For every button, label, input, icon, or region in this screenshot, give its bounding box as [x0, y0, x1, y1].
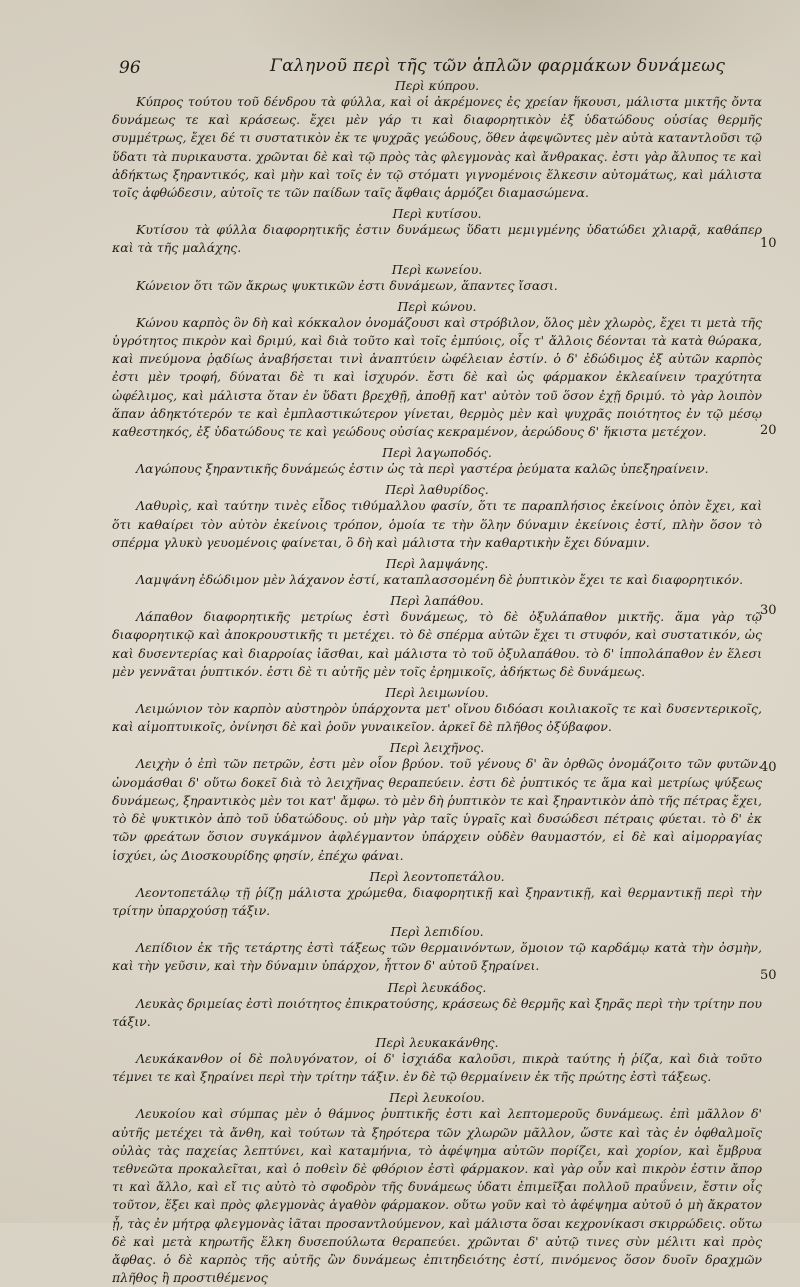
- line-number-50: 50: [760, 968, 777, 983]
- entry-text-lampsane: Λαμψάνη ἐδώδιμον μὲν λάχανον ἐστί, καταπλασσομένη δὲ ῥυπτικὸν ἔχει τε καὶ διαφορητικόν.: [136, 572, 744, 588]
- folio: 96: [119, 58, 141, 78]
- entry-text-leimonion: Λειμώνιον τὸν καρπὸν αὐστηρὸν ὑπάρχοντα μετ' οἴνου διδόασι κοιλιακοῖς τε καὶ δυσεντερικοῖς, καὶ αἱμοπτυικοῖς, ὀνίνησι δὲ καὶ ῥοῦν γυναικεῖον. ἀρκεῖ δὲ πλῆθος ὀξύβαφον.: [112, 701, 762, 735]
- line-number-30: 30: [760, 603, 777, 618]
- entry-heading-lagopous: Περὶ λαγωποδός.: [382, 445, 492, 461]
- line-number-20: 20: [760, 423, 777, 438]
- entry-text-koneion: Κώνειον ὅτι τῶν ἄκρως ψυκτικῶν ἐστι δυνάμεων, ἅπαντες ἴσασι.: [136, 277, 558, 293]
- entry-text-leontopetalon: Λεοντοπετάλῳ τῇ ῥίζῃ μάλιστα χρώμεθα, διαφορητικῇ καὶ ξηραντικῇ, καὶ θερμαντικῇ περὶ τὴν τρίτην ὑπαρχούσῃ τάξιν.: [112, 884, 762, 918]
- entry-heading-leukoion: Περὶ λευκοίου.: [389, 1090, 485, 1106]
- entry-text-kypros: Κύπρος τούτου τοῦ δένδρου τὰ φύλλα, καὶ οἱ ἀκρέμονες ἐς χρείαν ἥκουσι, μάλιστα μικτῆς ὄντα δυνάμεως τε καὶ κράσεως. ἔχει μὲν γάρ τι καὶ διαφορητικὸν ἐξ ὑδατώδους οὐσίας θερμῆς συμμέτρως, ἔχει δέ τι συστατικὸν ἐκ τε ψυχρᾶς γεώδους, ὅθεν ἀφεψῶντες μὲν αὐτὰ καταντλοῦσι τῷ ὕδατι τὰ πυρικαυστα. χρῶνται δὲ καὶ τῷ πρὸς τὰς φλεγμονὰς καὶ ἄνθρακας. ἐστι γὰρ ἄλυπος τε καὶ ἀδήκτως ξηραντικός, καὶ μὴν καὶ τοῖς ἐν τῷ στόματι γιγνομένοις ἕλκεσιν αὐτομάτως, καὶ μάλιστα τοῖς ἀφθώδεσιν, αὐτοῖς τε τῶν παίδων ταῖς ἄφθαις ἁρμόζει διαμασώμενα.: [112, 94, 762, 201]
- entry-text-lapathon: Λάπαθον διαφορητικῆς μετρίως ἐστὶ δυνάμεως, τὸ δὲ ὀξυλάπαθον μικτῆς. ἅμα γὰρ τῷ διαφορητικῷ καὶ ἀποκρουστικῆς τι μετέχει. τὸ δὲ σπέρμα αὐτῶν ἔχει τι στυφόν, καὶ συστατικόν, ὡς καὶ δυσεντερίας καὶ διαρροίας ἰᾶσθαι, καὶ μάλιστα τὸ τοῦ ὀξυλαπάθου. τὸ δ' ἱππολάπαθον ἐν ἕλεσι μὲν γεννᾶται ῥυπτικόν. ἐστι δὲ τι αὐτῆς μὲν τοῖς ἐρημικοῖς, ἀδήκτως δὲ δυνάμεως.: [112, 609, 762, 679]
- entry-heading-koneion: Περὶ κωνείου.: [391, 261, 483, 277]
- entry-text-lathyris: Λαθυρὶς, καὶ ταύτην τινὲς εἶδος τιθύμαλλου φασίν, ὅτι τε παραπλήσιος ἐκείνοις ὁπὸν ἔχει, καὶ ὅτι καθαίρει τὸν αὐτὸν ἐκείνοις τρόπον, ὁμοία τε τὴν ὅλην δύναμιν ἐκείνοις ἐστί, πλὴν ὅσον τὸ σπέρμα γλυκὺ γευομένοις φαίνεται, ὃ δὴ καὶ μάλιστα τὴν καθαρτικὴν ἔχει δύναμιν.: [112, 498, 762, 550]
- entry-heading-leichen: Περὶ λειχῆνος.: [389, 740, 485, 756]
- main-text: [112, 74, 762, 1287]
- entry-heading-kypros: Περὶ κύπρου.: [394, 78, 480, 93]
- entry-text-leukakantha: Λευκάκανθον οἱ δὲ πολυγόνατον, οἱ δ' ἰσχιάδα καλοῦσι, πικρὰ ταύτης ἡ ῥίζα, καὶ διὰ τοῦτο τέμνει τε καὶ ξηραίνει περὶ τὴν τρίτην τάξιν. ἐν δὲ τῷ θερμαίνειν ἐκ τῆς πρώτης ἐστὶ τάξεως.: [112, 1050, 762, 1085]
- line-number-10: 10: [760, 236, 777, 251]
- entry-heading-lepidion: Περὶ λεπιδίου.: [390, 924, 484, 940]
- entry-text-leukoion: Λευκοίου καὶ σύμπας μὲν ὁ θάμνος ῥυπτικῆς ἐστι καὶ λεπτομεροῦς δυνάμεως. ἐπὶ μᾶλλον δ' αὐτῆς μετέχει τὰ ἄνθη, καὶ τούτων τὰ ξηρότερα τῶν χλωρῶν μᾶλλον, ὥστε καὶ τὰς ἐν ὀφθαλμοῖς οὐλὰς τὰς παχείας λεπτύνει, καὶ καταμήνια, τὸ ἀφέψημα αὐτῶν πορίζει, καὶ χορίον, καὶ ἔμβρυα τεθνεῶτα προκαλεῖται, καὶ ὁ ποθεὶν δὲ φθόριον ἐστὶ φάρμακον. καὶ γὰρ οὖν καὶ πικρὸν ἐστιν ἄπορ τι καὶ ἄλλο, καὶ εἴ τις αὐτὸ τὸ σφοδρὸν τῆς δυνάμεως ὑδατι ἐπιμεῖξαι πολλοῦ πραΰνειν, ἔστιν οἷς τοῦτον, ἕξει καὶ πρὸς φλεγμονὰς ἀγαθὸν φάρμακον. οὕτω γοῦν καὶ τὸ ἀφέψημα αὐτοῦ ὁ μὴ ἄκρατον ᾖ, τὰς ἐν μήτρᾳ φλεγμονὰς ἰᾶται προσαντλούμενον, καὶ μάλιστα ὅσαι κεχρονίκασι σκιρρώδεις. οὕτω δὲ καὶ μετὰ κηρωτῆς ἕλκη δυσεπούλωτα θεραπεύει. χρῶνται δ' αὐτῷ τινες σὺν μέλιτι καὶ πρὸς ἄφθας. ὁ δὲ καρπὸς τῆς αὐτῆς ὢν δυνάμεως ἐπιτηδειότης ἐστί, πινόμενος ὅσον δυοῖν δραχμῶν πλῆθος ἢ προστιθέμενος: [112, 1106, 762, 1286]
- running-title: Γαληνοῦ περὶ τῆς τῶν ἁπλῶν φαρμάκων δυνάμεως: [270, 56, 726, 76]
- entry-heading-kytisos: Περὶ κυτίσου.: [392, 206, 482, 222]
- entry-heading-leontopetalon: Περὶ λεοντοπετάλου.: [369, 868, 505, 884]
- entry-text-lepidion: Λεπίδιον ἐκ τῆς τετάρτης ἐστὶ τάξεως τῶν θερμαινόντων, ὅμοιον τῷ καρδάμῳ κατὰ τὴν ὀσμὴν, καὶ τὴν γεῦσιν, καὶ τὴν δύναμιν ὑπάρχον, ἧττον δ' αὐτοῦ ξηραίνει.: [112, 940, 762, 974]
- entry-text-kytisos: Κυτίσου τὰ φύλλα διαφορητικῆς ἐστιν δυνάμεως ὕδατι μεμιγμένης ὑδατώδει χλιαρᾷ, καθάπερ καὶ τὰ τῆς μαλάχης.: [112, 222, 762, 256]
- entry-heading-lampsane: Περὶ λαμψάνης.: [385, 556, 489, 572]
- entry-text-leichen: Λειχὴν ὁ ἐπὶ τῶν πετρῶν, ἐστι μὲν οἷον βρύον. τοῦ γένους δ' ἂν ὀρθῶς ὀνομάζοιτο τῶν φυτῶν. ὠνομάσθαι δ' οὕτω δοκεῖ διὰ τὸ λειχῆνας θεραπεύειν. ἐστι δὲ ῥυπτικός τε ἅμα καὶ μετρίως ψύξεως δυνάμεως, ξηραντικὸς μὲν τοι κατ' ἄμφω. τὸ μὲν δὴ ῥυπτικὸν τε καὶ ξηραντικὸν ἀπὸ τῆς πέτρας ἔχει, τὸ δὲ ψυκτικὸν ἀπὸ τοῦ ὑδατώδους. οὐ μὴν γὰρ ταῖς ὑγραῖς καὶ δυσώδεσι πέτραις φύεται. τὸ δ' ἐκ τῶν φρεάτων ὅσιον συγκάμνον ἀφλέγμαντον ὑπάρχειν οὐδὲν θαυμαστόν, εἰ δὲ καὶ αἱμορραγίας ἰσχύει, ὡς Διοσκουρίδης φησίν, ἐπέχω φάναι.: [112, 756, 762, 863]
- entry-heading-leukas: Περὶ λευκάδος.: [387, 979, 487, 995]
- line-number-40: 40: [760, 760, 777, 775]
- entry-heading-leukakantha: Περὶ λευκακάνθης.: [375, 1034, 499, 1050]
- entry-text-leukas: Λευκὰς δριμείας ἐστὶ ποιότητος ἐπικρατούσης, κράσεως δὲ θερμῆς καὶ ξηρᾶς περὶ τὴν τρίτην που τάξιν.: [112, 995, 762, 1029]
- entry-text-konos: Κώνου καρπὸς ὃν δὴ καὶ κόκκαλον ὀνομάζουσι καὶ στρόβιλον, ὅλος μὲν χλωρὸς, ἔχει τι μετὰ τῆς ὑγρότητος πικρὸν καὶ δριμύ, καὶ διὰ τοῦτο καὶ τοῖς ἐμπύοις, οἷς τ' ἄλλοις δέονται τὰ κατὰ θώρακα, καὶ πνεύμονα ῥᾳδίως ἀναβήσεται τινὶ ἀναπτύειν ὠφέλειαν ἐστίν. ὁ δ' ἐδώδιμος ἐξ αὐτῶν καρπὸς ἐστι μὲν τροφή, δύναται δὲ τι καὶ ἰσχυρόν. ἔστι δὲ καὶ ὡς φάρμακον ἐκλεαίνειν τραχύτητα ὠφέλιμος, καὶ μάλιστα ὅταν ἐν ὕδατι βρεχθῇ, ἀποθῇ κατ' αὐτὸν τοῦ ὅσον ἐχῇ δριμύ. τὸ γὰρ λοιπὸν ἅπαν ἀδηκτότερόν τε καὶ ἐμπλαστικώτερον γίνεται, θερμὸς μὲν καὶ ψυχρᾶς ποιότητος ἐν τῷ μέσῳ καθεστηκός, ἐξ ὑδατώδους τε καὶ γεώδους οὐσίας κεκραμένον, ἀερώδους δ' ἥκιστα μετέχον.: [112, 314, 762, 440]
- entry-heading-konos: Περὶ κώνου.: [397, 298, 477, 314]
- entry-heading-leimonion: Περὶ λειμωνίου.: [385, 685, 489, 701]
- entry-heading-lapathon: Περὶ λαπάθου.: [390, 593, 484, 609]
- entry-text-lagopous: Λαγώπους ξηραντικῆς δυνάμεώς ἐστιν ὡς τὰ περὶ γαστέρα ῥεύματα καλῶς ὑπεξηραίνειν.: [136, 461, 709, 477]
- entry-heading-lathyris: Περὶ λαθυρίδος.: [385, 482, 489, 498]
